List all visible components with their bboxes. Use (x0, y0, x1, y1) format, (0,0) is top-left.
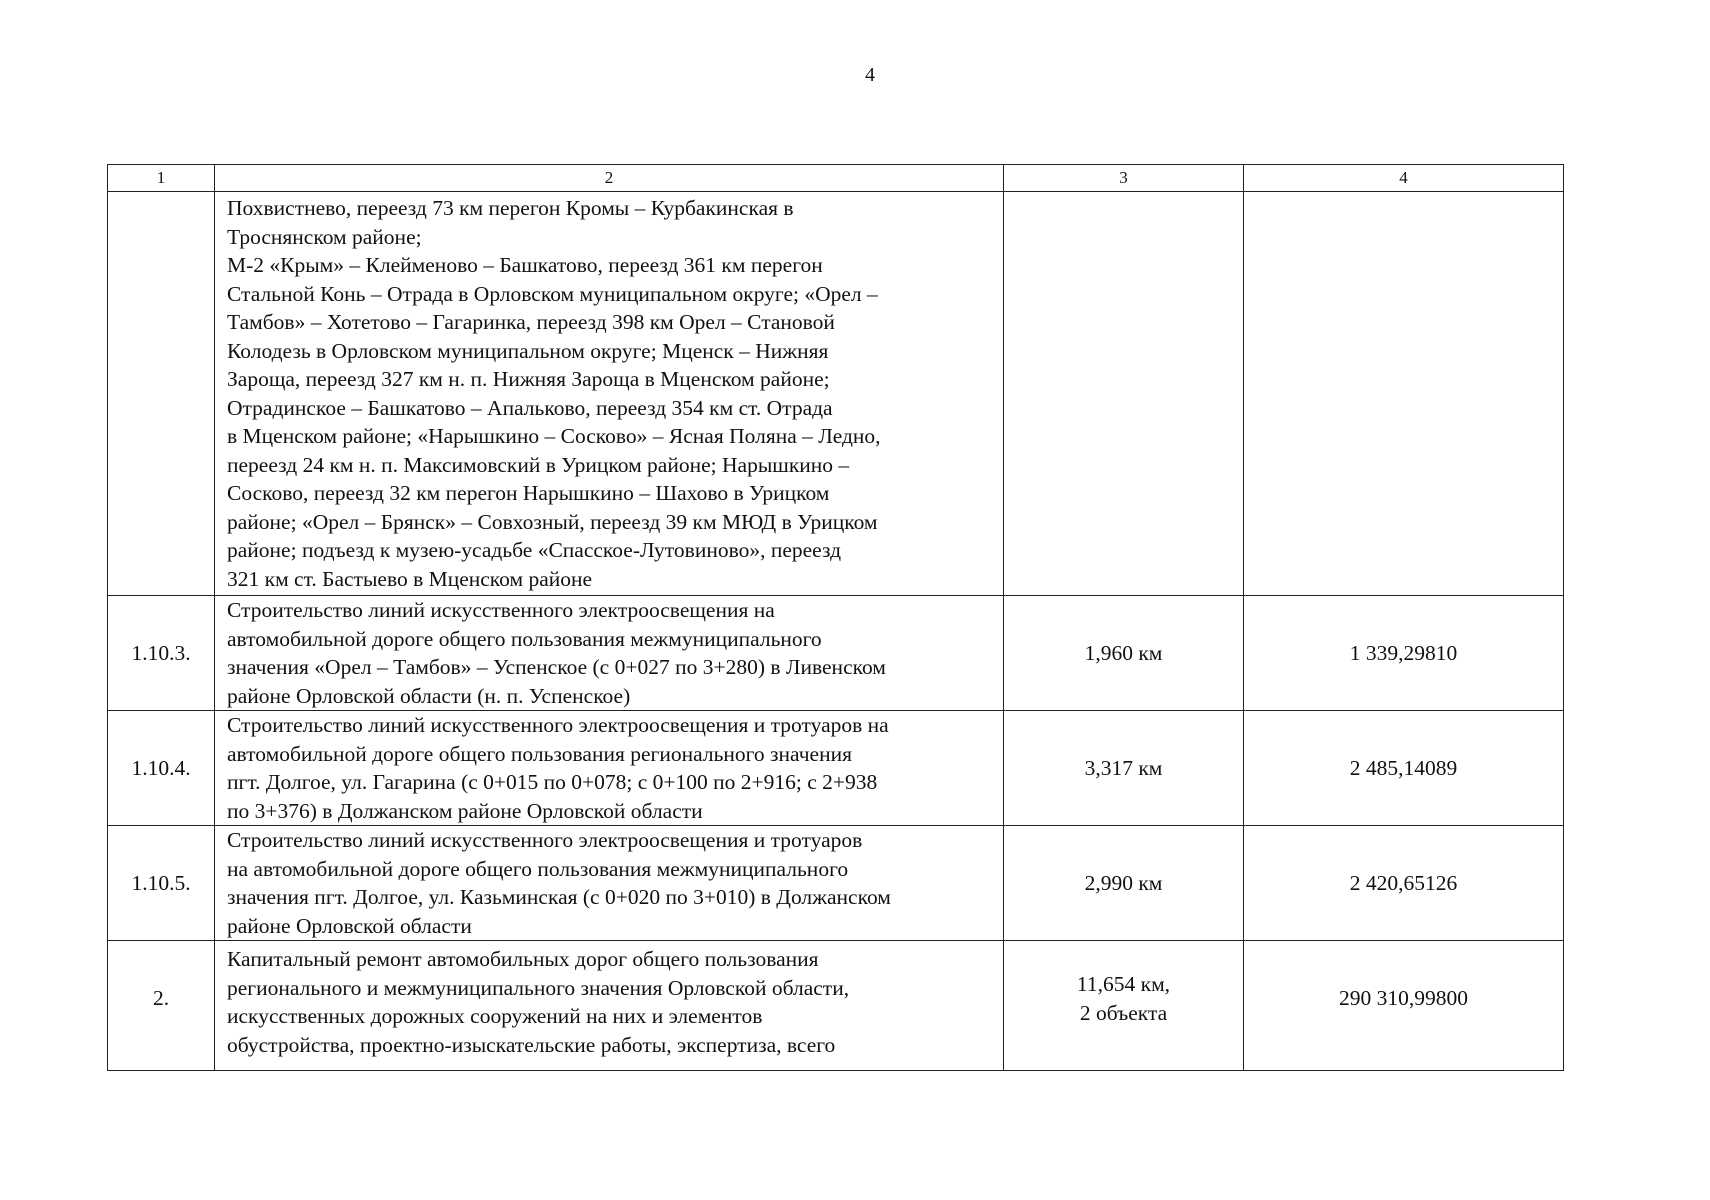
description-line: М-2 «Крым» – Клейменово – Башкатово, переезд 361 км перегон (227, 253, 823, 277)
item-description (215, 596, 1004, 711)
description-line: автомобильной дороге общего пользования межмуниципального (227, 626, 822, 651)
item-description (215, 192, 1004, 596)
item-description (215, 711, 1004, 826)
description-line: Строительство линий искусственного электроосвещения на (227, 598, 775, 622)
quantity-line: 2,990 км (1084, 870, 1163, 895)
table-row-1-10-5 (108, 826, 1564, 941)
item-quantity (1004, 711, 1244, 826)
description-line: Строительство линий искусственного электроосвещения и тротуаров (227, 828, 863, 852)
item-amount: 1 339,29810 (1244, 596, 1564, 711)
description-line: пгт. Долгое, ул. Гагарина (с 0+015 по 0+078; с 0+100 по 2+916; с 2+938 (227, 770, 878, 794)
description-line: Отрадинское – Башкатово – Апальково, переезд 354 км ст. Отрада (227, 395, 833, 420)
page-number: 4 (865, 64, 875, 86)
description-line: Троснянском районе; (227, 224, 422, 249)
column-header-3: 3 (1004, 165, 1244, 192)
description-line: обустройства, проектно-изыскательские работы, экспертиза, всего (227, 1032, 836, 1057)
item-quantity (1004, 941, 1244, 1071)
description-line: Стальной Конь – Отрада в Орловском муниципальном округе; «Орел – (227, 281, 878, 306)
description-line: значения «Орел – Тамбов» – Успенское (с 0+027 по 3+280) в Ливенском (227, 655, 886, 679)
description-line: Строительство линий искусственного электроосвещения и тротуаров на (227, 713, 889, 737)
quantity-line: 2 объекта (1079, 1000, 1168, 1025)
description-line: Сосково, переезд 32 км перегон Нарышкино – Шахово в Урицком (227, 481, 830, 505)
description-line: Капитальный ремонт автомобильных дорог общего пользования (227, 947, 819, 971)
table-row-1-10-4 (108, 711, 1564, 826)
description-line: районе Орловской области (н. п. Успенское) (227, 683, 631, 708)
description-line: районе Орловской области (227, 913, 472, 938)
item-number: 1.10.4. (108, 711, 215, 826)
description-line: в Мценском районе; «Нарышкино – Сосково» – Ясная Поляна – Ледно, (227, 424, 881, 448)
quantity-line: 1,960 км (1084, 640, 1163, 665)
item-description (215, 941, 1004, 1071)
description-line: 321 км ст. Бастыево в Мценском районе (227, 566, 593, 591)
item-amount: 290 310,99800 (1244, 941, 1564, 1071)
budget-table (107, 164, 1564, 1071)
item-number: 2. (108, 941, 215, 1071)
description-line: автомобильной дороге общего пользования регионального значения (227, 741, 852, 766)
table-row-2 (108, 941, 1564, 1071)
description-line: Колодезь в Орловском муниципальном округе; Мценск – Нижняя (227, 338, 829, 363)
item-quantity (1004, 826, 1244, 941)
column-header-1: 1 (108, 165, 215, 192)
item-description (215, 826, 1004, 941)
item-quantity (1004, 192, 1244, 596)
description-line: искусственных дорожных сооружений на них и элементов (227, 1004, 763, 1028)
table-row-continuation (108, 192, 1564, 596)
description-line: на автомобильной дороге общего пользования межмуниципального (227, 856, 849, 881)
description-line: значения пгт. Долгое, ул. Казьминская (с 0+020 по 3+010) в Должанском (227, 885, 891, 909)
column-header-4: 4 (1244, 165, 1564, 192)
description-line: Зароща, переезд 327 км н. п. Нижняя Зароща в Мценском районе; (227, 367, 830, 391)
description-line: Похвистнево, переезд 73 км перегон Кромы – Курбакинская в (227, 196, 794, 220)
item-amount: 2 420,65126 (1244, 826, 1564, 941)
quantity-line: 3,317 км (1084, 755, 1163, 780)
item-number (108, 192, 215, 596)
column-header-2: 2 (215, 165, 1004, 192)
description-line: регионального и межмуниципального значения Орловской области, (227, 975, 850, 1000)
description-line: Тамбов» – Хотетово – Гагаринка, переезд 398 км Орел – Становой (227, 310, 835, 334)
item-number: 1.10.3. (108, 596, 215, 711)
item-quantity (1004, 596, 1244, 711)
item-amount (1244, 192, 1564, 596)
description-line: районе; подъезд к музею-усадьбе «Спасское-Лутовиново», переезд (227, 538, 842, 562)
item-amount: 2 485,14089 (1244, 711, 1564, 826)
description-line: районе; «Орел – Брянск» – Совхозный, переезд 39 км МЮД в Урицком (227, 509, 878, 534)
table-row-1-10-3 (108, 596, 1564, 711)
description-line: по 3+376) в Должанском районе Орловской области (227, 798, 703, 823)
description-line: переезд 24 км н. п. Максимовский в Урицком районе; Нарышкино – (227, 452, 850, 477)
item-number: 1.10.5. (108, 826, 215, 941)
quantity-line: 11,654 км, (1076, 972, 1171, 996)
table-header-row (108, 165, 1564, 192)
